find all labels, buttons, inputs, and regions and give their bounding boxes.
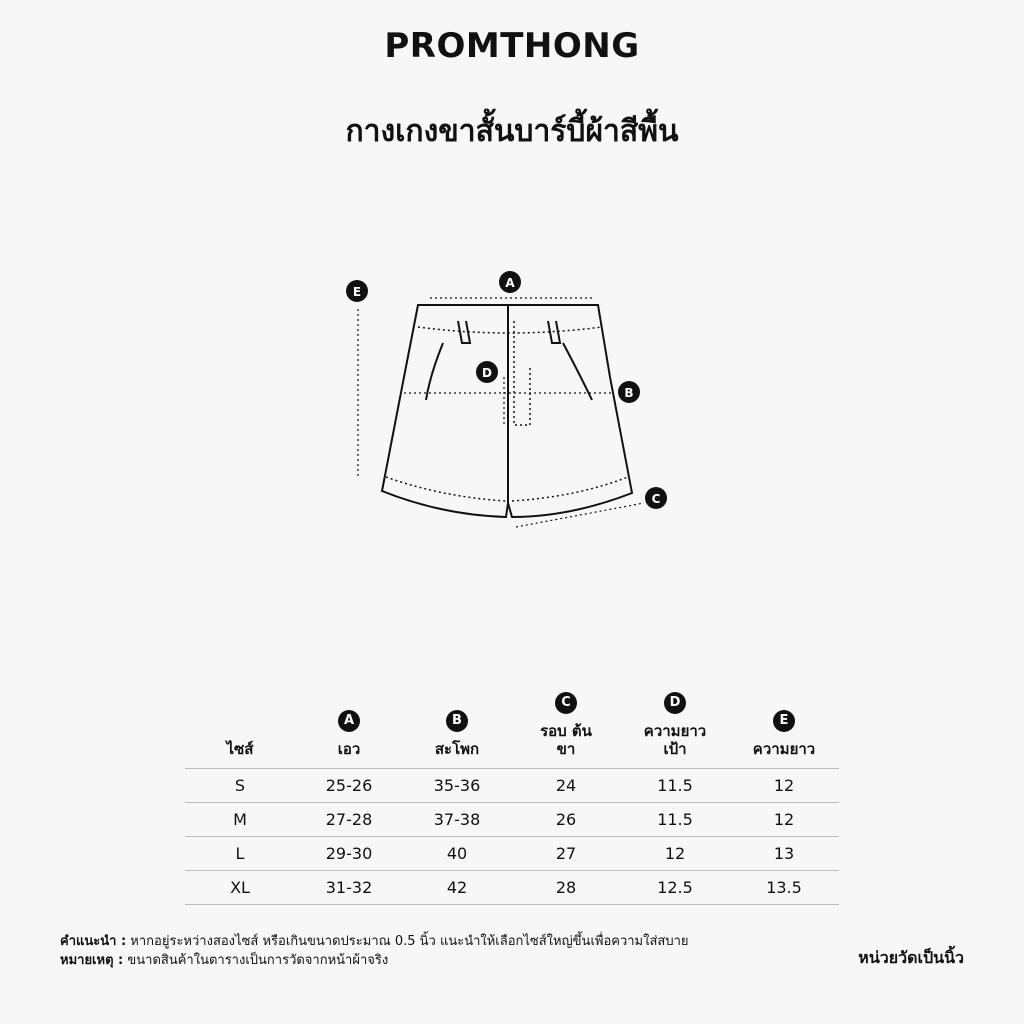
cell-thigh: 24 — [511, 769, 621, 803]
remark-line — [60, 951, 689, 970]
cell-rise: 12 — [621, 837, 729, 871]
cell-waist: 31-32 — [295, 871, 403, 905]
badge-e: E — [773, 710, 795, 732]
table-row — [185, 803, 839, 837]
cell-size: L — [185, 837, 295, 871]
size-chart — [185, 680, 839, 905]
cell-waist: 27-28 — [295, 803, 403, 837]
header-label: ไซส์ — [226, 740, 254, 758]
marker-b — [618, 381, 640, 403]
header-label: ความยาว — [752, 740, 816, 758]
cell-size: XL — [185, 871, 295, 905]
advice-label: คำแนะนำ : — [60, 934, 127, 949]
badge-c: C — [555, 692, 577, 714]
marker-c — [645, 487, 667, 509]
header-label: รอบ ต้นขา — [540, 722, 592, 758]
badge-b: B — [446, 710, 468, 732]
marker-e — [346, 280, 368, 302]
cell-length: 13.5 — [729, 871, 839, 905]
svg-text:B: B — [624, 386, 634, 400]
badge-a: A — [338, 710, 360, 732]
remark-label: หมายเหตุ : — [60, 953, 124, 968]
cell-waist: 29-30 — [295, 837, 403, 871]
notes — [60, 932, 689, 970]
cell-hip: 40 — [403, 837, 511, 871]
advice-line — [60, 932, 689, 951]
marker-d — [476, 361, 498, 383]
header-label: สะโพก — [434, 740, 480, 758]
cell-length: 12 — [729, 769, 839, 803]
cell-hip: 42 — [403, 871, 511, 905]
cell-hip: 35-36 — [403, 769, 511, 803]
advice-text: หากอยู่ระหว่างสองไซส์ หรือเกินขนาดประมาณ 0.5 นิ้ว แนะนำให้เลือกไซส์ใหญ่ขึ้นเพื่อความใส่สบาย — [130, 934, 689, 949]
cell-rise: 12.5 — [621, 871, 729, 905]
measure-lines — [358, 298, 644, 527]
header-label: ความยาว เป้า — [643, 722, 707, 758]
header-size — [185, 680, 295, 769]
header-label: เอว — [337, 740, 361, 758]
table-row — [185, 837, 839, 871]
cell-size: S — [185, 769, 295, 803]
header-thigh — [511, 680, 621, 769]
marker-a — [499, 271, 521, 293]
size-table — [185, 680, 839, 905]
shorts-measurement-diagram — [330, 265, 690, 545]
cell-thigh: 27 — [511, 837, 621, 871]
cell-thigh: 26 — [511, 803, 621, 837]
cell-waist: 25-26 — [295, 769, 403, 803]
table-row — [185, 769, 839, 803]
header-rise — [621, 680, 729, 769]
cell-thigh: 28 — [511, 871, 621, 905]
product-title: กางเกงขาสั้นบาร์บี้ผ้าสีพื้น — [345, 114, 679, 149]
cell-rise: 11.5 — [621, 803, 729, 837]
svg-text:A: A — [505, 276, 515, 290]
table-row — [185, 871, 839, 905]
header-waist — [295, 680, 403, 769]
header-length — [729, 680, 839, 769]
badge-d: D — [664, 692, 686, 714]
cell-rise: 11.5 — [621, 769, 729, 803]
header-row — [185, 680, 839, 769]
remark-text: ขนาดสินค้าในตารางเป็นการวัดจากหน้าผ้าจริง — [127, 953, 389, 968]
svg-text:E: E — [352, 285, 362, 299]
unit-note: หน่วยวัดเป็นนิ้ว — [858, 948, 964, 967]
svg-text:D: D — [482, 366, 492, 380]
brand-name: PROMTHONG — [384, 26, 640, 66]
svg-text:C: C — [651, 492, 661, 506]
cell-size: M — [185, 803, 295, 837]
cell-length: 12 — [729, 803, 839, 837]
header-hip — [403, 680, 511, 769]
shorts-outline — [382, 305, 632, 517]
cell-hip: 37-38 — [403, 803, 511, 837]
cell-length: 13 — [729, 837, 839, 871]
